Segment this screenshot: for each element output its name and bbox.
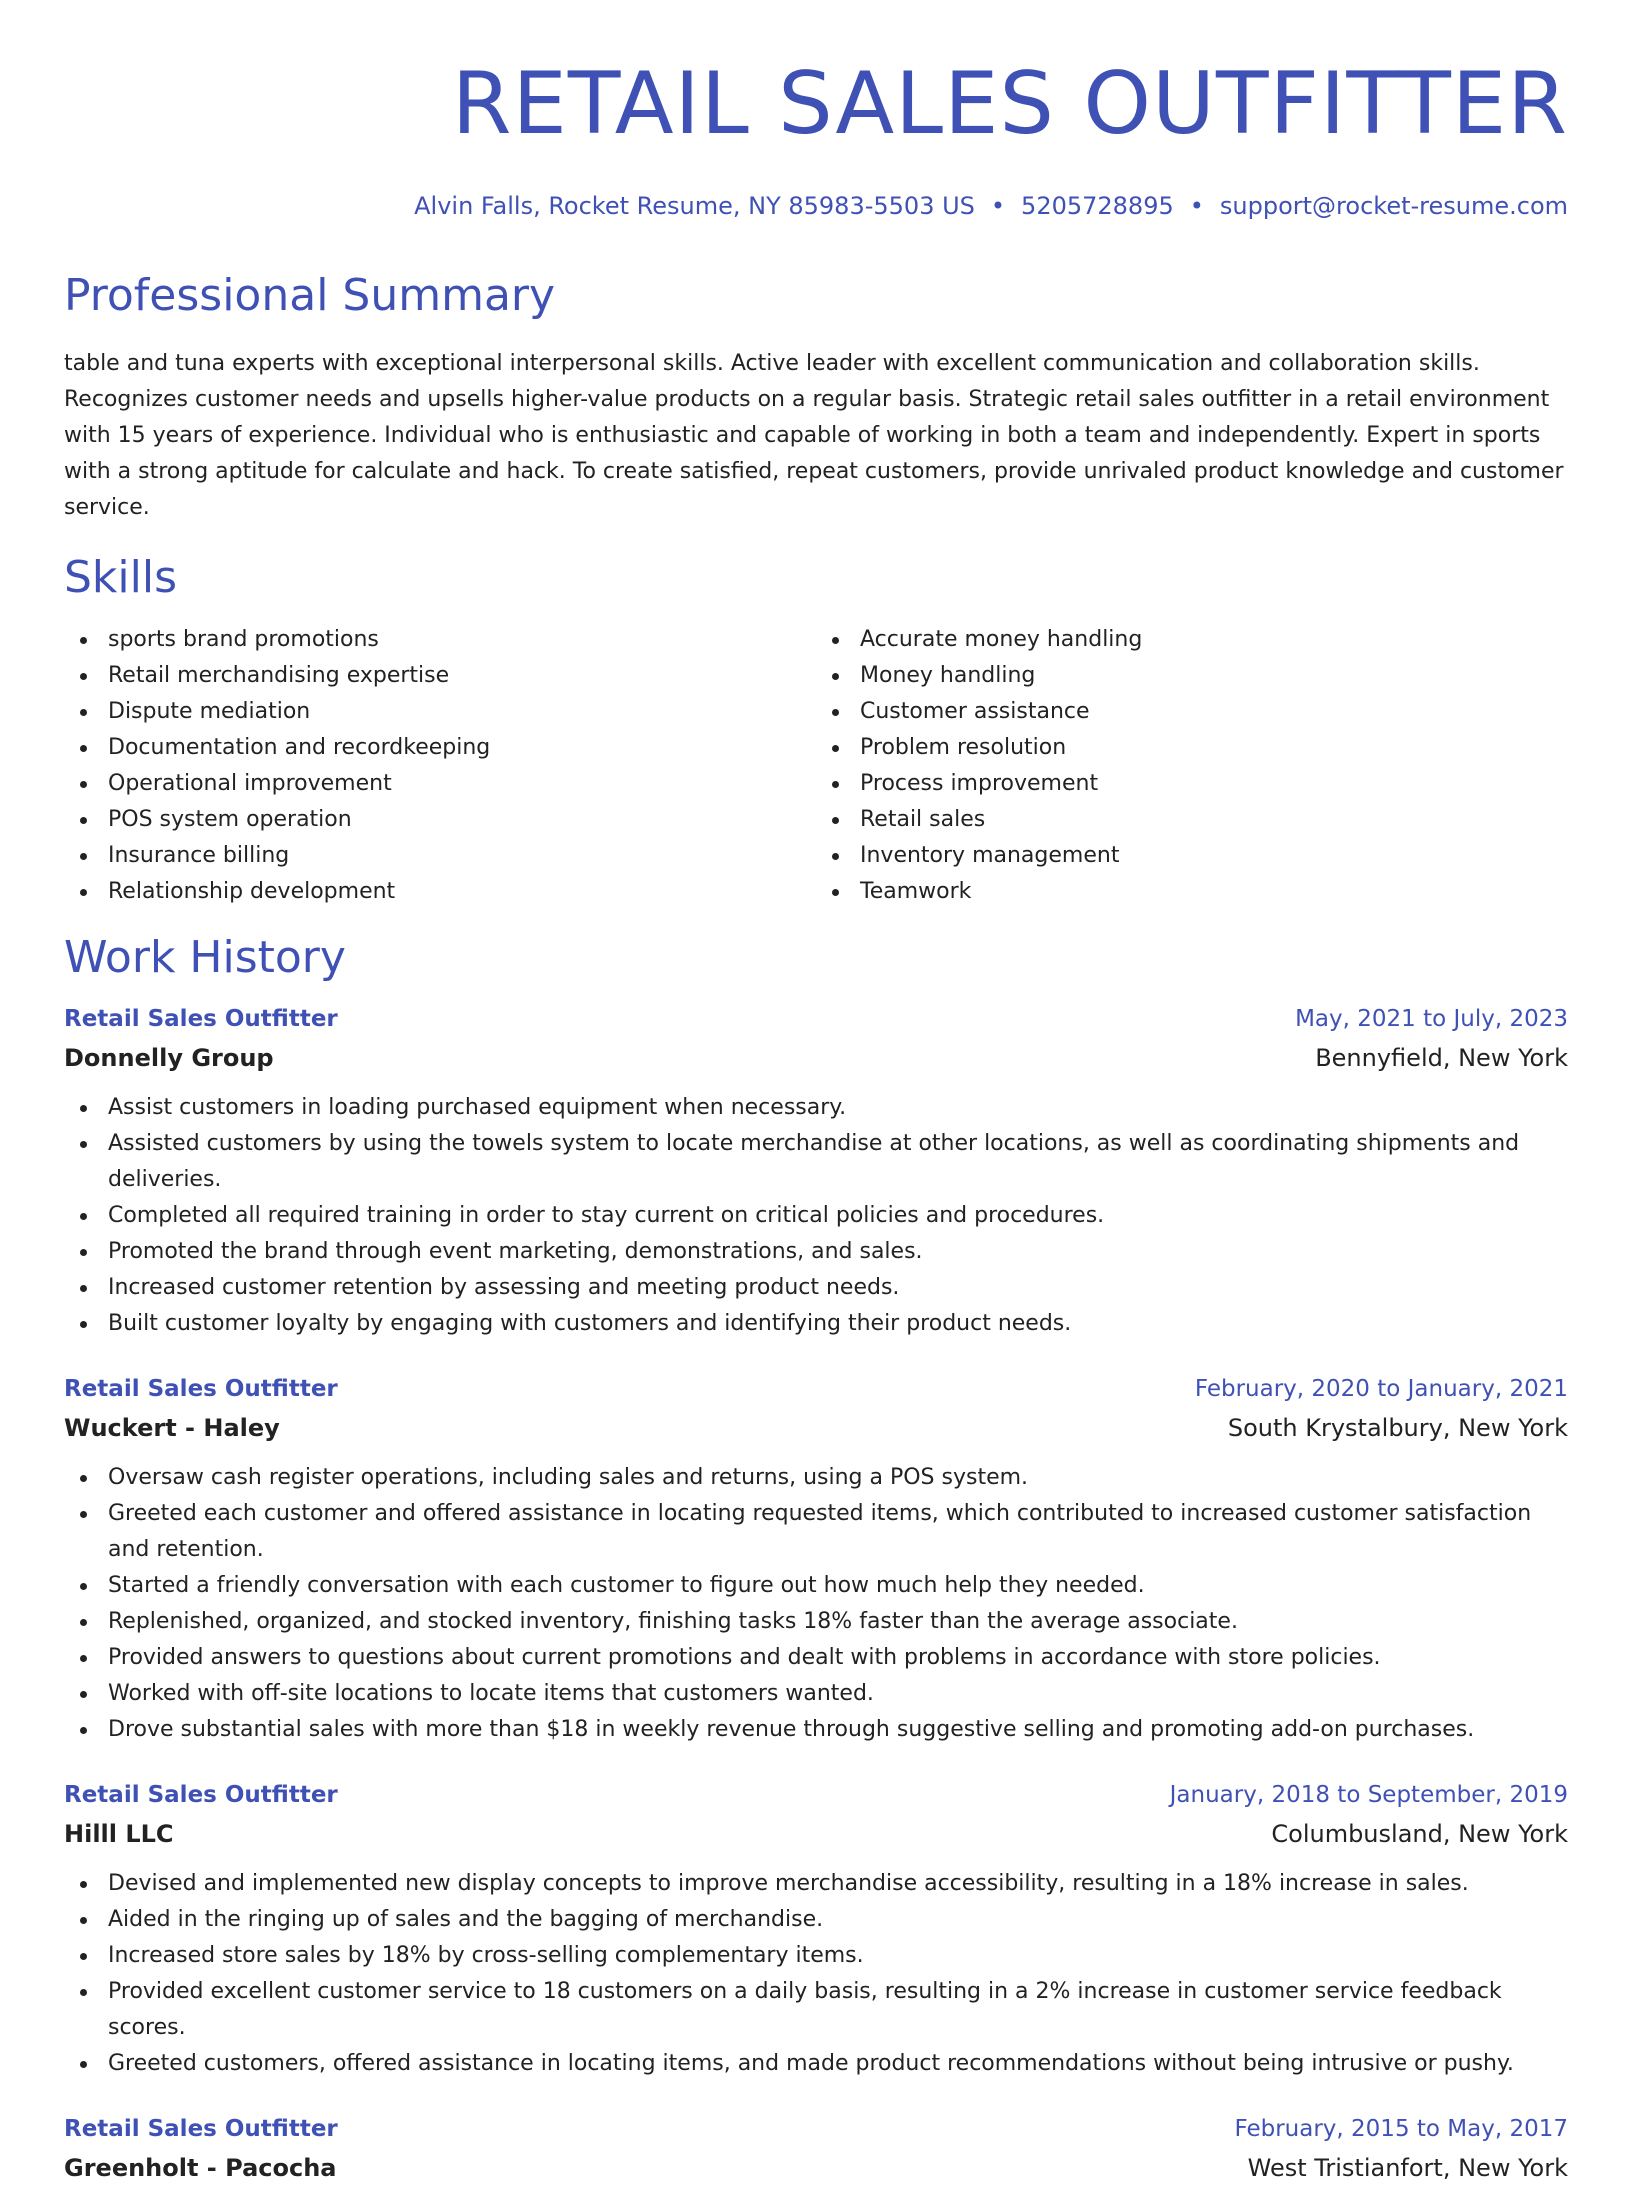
- job-title-row: [64, 1000, 1568, 1038]
- job-dates: May, 2021 to July, 2023: [1295, 1006, 1568, 1032]
- job-bullet: Drove substantial sales with more than $18 in weekly revenue through suggestive selling and promoting add-on purchases.: [108, 1712, 1568, 1748]
- job-bullet: Completed all required training in order to stay current on critical policies and procedures.: [108, 1198, 1568, 1234]
- job-company: Hilll LLC: [64, 1820, 174, 1848]
- skill-item: Customer assistance: [860, 694, 1568, 730]
- contact-email[interactable]: support@rocket-resume.com: [1219, 192, 1568, 220]
- contact-address: Alvin Falls, Rocket Resume, NY 85983-5503 US: [414, 192, 975, 220]
- summary-section: [64, 268, 1568, 526]
- job-title: Retail Sales Outfitter: [64, 2116, 338, 2142]
- job-company-row: [64, 1408, 1568, 1448]
- summary-heading: Professional Summary: [64, 270, 556, 321]
- job-company: Greenholt - Pacocha: [64, 2154, 337, 2182]
- skill-item: Retail merchandising expertise: [108, 658, 816, 694]
- job-title: Retail Sales Outfitter: [64, 1782, 338, 1808]
- skill-item: Dispute mediation: [108, 694, 816, 730]
- job-bullet: Increased customer retention by assessing and meeting product needs.: [108, 1270, 1568, 1306]
- contact-line: [64, 190, 1568, 222]
- skills-columns: [64, 622, 1568, 910]
- work-history-section: [64, 930, 1568, 2188]
- summary-text: table and tuna experts with exceptional interpersonal skills. Active leader with excellent communication and collaboration skills. Recognizes customer needs and upsells higher-value products on a regular basis. Strategic retail sales outfitter in a retail environment with 15 years of experience. Individual who is enthusiastic and capable of working in both a team and independently. Expert in sports with a strong aptitude for calculate and hack. To create satisfied, repeat customers, provide unrivaled product knowledge and customer service.: [64, 351, 1564, 520]
- job-company-row: [64, 1814, 1568, 1854]
- job-title: Retail Sales Outfitter: [64, 1006, 338, 1032]
- job-dates: February, 2020 to January, 2021: [1194, 1376, 1568, 1402]
- job-location: Bennyfield, New York: [1315, 1044, 1568, 1072]
- skills-list-right: [816, 622, 1568, 910]
- job-bullet: Assist customers in loading purchased equipment when necessary.: [108, 1090, 1568, 1126]
- job-entry: [64, 1370, 1568, 1748]
- job-location: South Krystalbury, New York: [1227, 1414, 1568, 1442]
- job-bullets: [64, 1460, 1568, 1748]
- job-dates: February, 2015 to May, 2017: [1234, 2116, 1568, 2142]
- job-bullet: Replenished, organized, and stocked inventory, finishing tasks 18% faster than the average associate.: [108, 1604, 1568, 1640]
- skills-heading: Skills: [64, 552, 178, 603]
- job-bullets: [64, 1866, 1568, 2082]
- job-title-row: [64, 1370, 1568, 1408]
- job-bullet: Started a friendly conversation with each customer to figure out how much help they needed.: [108, 1568, 1568, 1604]
- job-entry: [64, 1000, 1568, 1342]
- job-company-row: [64, 1038, 1568, 1078]
- job-bullet: Increased store sales by 18% by cross-selling complementary items.: [108, 1938, 1568, 1974]
- job-company: Wuckert - Haley: [64, 1414, 280, 1442]
- skill-item: Inventory management: [860, 838, 1568, 874]
- job-title-row: [64, 1776, 1568, 1814]
- job-location: Columbusland, New York: [1271, 1820, 1568, 1848]
- job-bullet: Promoted the brand through event marketing, demonstrations, and sales.: [108, 1234, 1568, 1270]
- skill-item: Teamwork: [860, 874, 1568, 910]
- skill-item: Problem resolution: [860, 730, 1568, 766]
- skill-item: Accurate money handling: [860, 622, 1568, 658]
- skill-item: Operational improvement: [108, 766, 816, 802]
- job-bullet: Provided answers to questions about current promotions and dealt with problems in accordance with store policies.: [108, 1640, 1568, 1676]
- skill-item: Relationship development: [108, 874, 816, 910]
- skill-item: Money handling: [860, 658, 1568, 694]
- job-bullet: Built customer loyalty by engaging with customers and identifying their product needs.: [108, 1306, 1568, 1342]
- job-bullet: Devised and implemented new display concepts to improve merchandise accessibility, resulting in a 18% increase in sales.: [108, 1866, 1568, 1902]
- resume-title: RETAIL SALES OUTFITTER: [451, 54, 1568, 154]
- job-bullets: [64, 1090, 1568, 1342]
- job-bullet: Worked with off-site locations to locate items that customers wanted.: [108, 1676, 1568, 1712]
- job-entry: [64, 1776, 1568, 2082]
- job-bullet: Assisted customers by using the towels system to locate merchandise at other locations, as well as coordinating shipments and deliveries.: [108, 1126, 1568, 1198]
- skills-section: [64, 550, 1568, 910]
- work-history-heading: Work History: [64, 932, 346, 983]
- job-entry: [64, 2110, 1568, 2188]
- skill-item: Documentation and recordkeeping: [108, 730, 816, 766]
- skill-item: POS system operation: [108, 802, 816, 838]
- skill-item: sports brand promotions: [108, 622, 816, 658]
- skills-list-left: [64, 622, 816, 910]
- contact-separator: •: [990, 192, 1006, 220]
- job-location: West Tristianfort, New York: [1247, 2154, 1568, 2182]
- job-bullet: Oversaw cash register operations, including sales and returns, using a POS system.: [108, 1460, 1568, 1496]
- job-title-row: [64, 2110, 1568, 2148]
- skill-item: Insurance billing: [108, 838, 816, 874]
- job-bullet: Aided in the ringing up of sales and the bagging of merchandise.: [108, 1902, 1568, 1938]
- contact-separator: •: [1189, 192, 1204, 220]
- job-dates: January, 2018 to September, 2019: [1169, 1782, 1568, 1808]
- job-company: Donnelly Group: [64, 1044, 274, 1072]
- job-bullet: Provided excellent customer service to 18 customers on a daily basis, resulting in a 2% increase in customer service feedback scores.: [108, 1974, 1568, 2046]
- job-company-row: [64, 2148, 1568, 2188]
- job-title: Retail Sales Outfitter: [64, 1376, 338, 1402]
- skill-item: Retail sales: [860, 802, 1568, 838]
- skill-item: Process improvement: [860, 766, 1568, 802]
- contact-phone: 5205728895: [1021, 192, 1174, 220]
- job-bullet: Greeted each customer and offered assistance in locating requested items, which contributed to increased customer satisfaction and retention.: [108, 1496, 1568, 1568]
- job-bullet: Greeted customers, offered assistance in locating items, and made product recommendations without being intrusive or pushy.: [108, 2046, 1568, 2082]
